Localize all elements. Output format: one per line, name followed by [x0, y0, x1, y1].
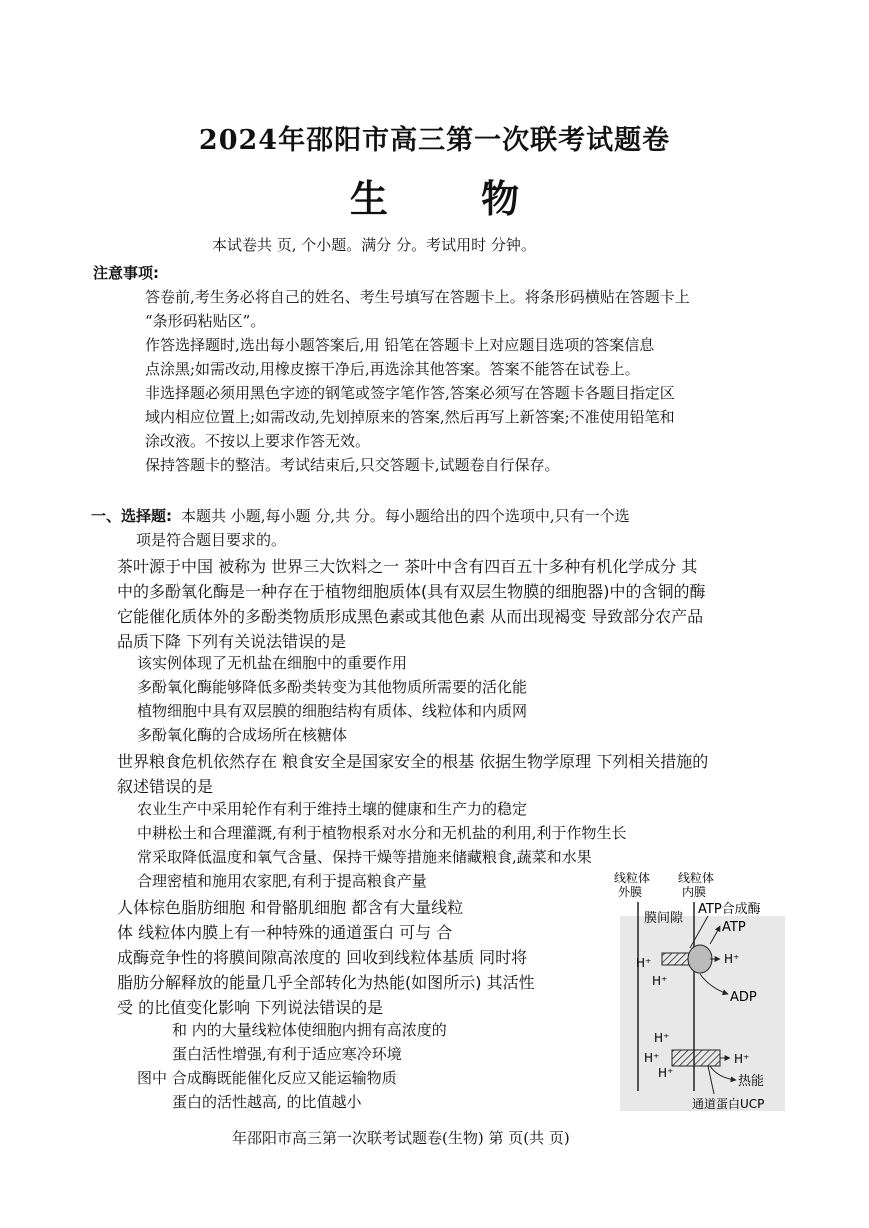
notice-line: 答卷前,考生务必将自己的姓名、考生号填写在答题卡上。将条形码横贴在答题卡上 — [145, 288, 690, 306]
ucp-label: 通道蛋白UCP — [692, 1097, 765, 1111]
adp-label: ADP — [730, 990, 757, 1005]
intermembrane-space-label: 膜间隙 — [644, 911, 684, 926]
section-text: 本题共 小题,每小题 分,共 分。每小题给出的四个选项中,只有一个选 — [181, 507, 630, 525]
notice-line: 涂改液。不按以上要求作答无效。 — [145, 432, 371, 450]
question-1-line: 茶叶源于中国 被称为 世界三大饮料之一 茶叶中含有四百五十多种有机化学成分 其 — [117, 557, 698, 576]
question-1-option: 植物细胞中具有双层膜的细胞结构有质体、线粒体和内质网 — [137, 702, 528, 720]
question-3-line: 成酶竞争性的将膜间隙高浓度的 回收到线粒体基质 同时将 — [117, 948, 528, 967]
inner-membrane-label: 内膜 — [682, 885, 707, 899]
question-3-option: 蛋白活性增强,有利于适应寒冷环境 — [172, 1045, 402, 1063]
notice-line: 域内相应位置上;如需改动,先划掉原来的答案,然后再写上新答案;不准使用铅笔和 — [145, 408, 675, 426]
atp-synthase-head — [688, 945, 712, 973]
question-2-option: 合理密植和施用农家肥,有利于提高粮食产量 — [137, 872, 427, 890]
outer-membrane-label: 线粒体 — [614, 871, 651, 885]
subject-title: 生 物 — [349, 176, 560, 221]
question-2-option: 农业生产中采用轮作有利于维持土壤的健康和生产力的稳定 — [137, 800, 528, 818]
question-3-option: 蛋白的活性越高, 的比值越小 — [172, 1093, 362, 1111]
question-1-option: 多酚氧化酶能够降低多酚类转变为其他物质所需要的活化能 — [137, 678, 528, 696]
exam-info: 本试卷共 页, 个小题。满分 分。考试用时 分钟。 — [212, 236, 536, 254]
question-3-option: 图中 合成酶既能催化反应又能运输物质 — [137, 1069, 397, 1087]
question-2-option: 中耕松土和合理灌溉,有利于植物根系对水分和无机盐的利用,利于作物生长 — [137, 824, 627, 842]
question-3-line: 脂肪分解释放的能量几乎全部转化为热能(如图所示) 其活性 — [117, 973, 535, 992]
section-label: 一、选择题: — [91, 507, 172, 525]
section-text: 项是符合题目要求的。 — [136, 531, 287, 549]
question-1-option: 多酚氧化酶的合成场所在核糖体 — [137, 726, 348, 744]
h-plus-label: H⁺ — [658, 1066, 674, 1080]
h-plus-label: H⁺ — [724, 952, 740, 966]
question-1-option: 该实例体现了无机盐在细胞中的重要作用 — [137, 654, 408, 672]
question-3-option: 和 内的大量线粒体使细胞内拥有高浓度的 — [172, 1021, 447, 1039]
question-2-line: 世界粮食危机依然存在 粮食安全是国家安全的根基 依据生物学原理 下列相关措施的 — [117, 752, 709, 771]
question-1-line: 品质下降 下列有关说法错误的是 — [117, 632, 347, 651]
atp-label: ATP — [722, 920, 746, 935]
ucp-channel — [672, 1050, 720, 1066]
inner-membrane-label: 线粒体 — [678, 871, 715, 885]
page-footer: 年邵阳市高三第一次联考试题卷(生物) 第 页(共 页) — [232, 1129, 570, 1147]
question-3-line: 人体棕色脂肪细胞 和骨骼肌细胞 都含有大量线粒 — [117, 898, 464, 917]
atp-synthase-label: ATP合成酶 — [698, 902, 761, 917]
notice-line: 点涂黑;如需改动,用橡皮擦干净后,再选涂其他答案。答案不能答在试卷上。 — [145, 360, 640, 378]
question-2-option: 常采取降低温度和氧气含量、保持干燥等措施来储藏粮食,蔬菜和水果 — [137, 848, 592, 866]
exam-title: 2024年邵阳市高三第一次联考试题卷 — [198, 125, 671, 156]
h-plus-label: H⁺ — [652, 974, 668, 988]
notice-heading: 注意事项: — [93, 264, 159, 282]
question-2-line: 叙述错误的是 — [117, 777, 214, 796]
h-plus-label: H⁺ — [734, 1052, 750, 1066]
notice-line: 作答选择题时,选出每小题答案后,用 铅笔在答题卡上对应题目选项的答案信息 — [145, 336, 655, 354]
h-plus-label: H⁺ — [644, 1051, 660, 1065]
notice-line: 非选择题必须用黑色字迹的钢笔或签字笔作答,答案必须写在答题卡各题目指定区 — [145, 384, 675, 402]
question-3-line: 受 的比值变化影响 下列说法错误的是 — [117, 998, 384, 1017]
notice-line: “条形码粘贴区”。 — [145, 312, 266, 330]
question-1-line: 它能催化质体外的多酚类物质形成黑色素或其他色素 从而出现褐变 导致部分农产品 — [117, 607, 704, 626]
question-1-line: 中的多酚氧化酶是一种存在于植物细胞质体(具有双层生物膜的细胞器)中的含铜的酶 — [117, 582, 706, 601]
outer-membrane-label: 外膜 — [618, 885, 643, 899]
notice-line: 保持答题卡的整洁。考试结束后,只交答题卡,试题卷自行保存。 — [145, 456, 560, 474]
question-3-line: 体 线粒体内膜上有一种特殊的通道蛋白 可与 合 — [117, 923, 453, 942]
h-plus-label: H⁺ — [636, 956, 652, 970]
mitochondria-membrane-diagram — [610, 866, 790, 1116]
heat-label: 热能 — [738, 1074, 765, 1089]
h-plus-label: H⁺ — [654, 1031, 670, 1045]
